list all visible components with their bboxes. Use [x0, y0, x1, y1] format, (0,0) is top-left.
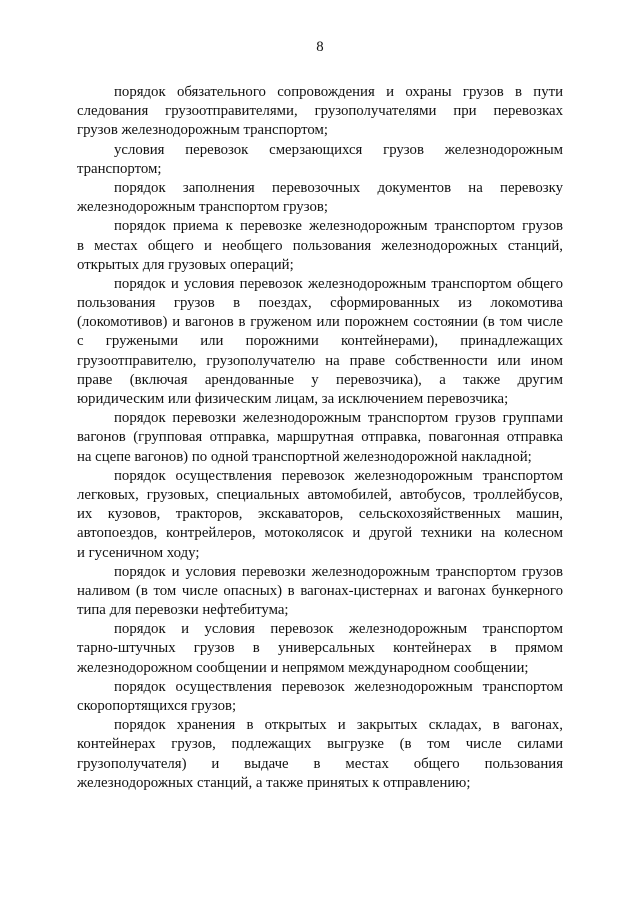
text-line: порядок и условия перевозок железнодорожным транспортом — [114, 621, 563, 638]
page-number: 8 — [316, 39, 324, 55]
text-line: следования грузоотправителями, грузополучателями при перевозках — [77, 103, 563, 120]
text-line: контейнерах грузов, подлежащих выгрузке (в том числе силами — [77, 736, 563, 753]
text-line: праве (включая арендованные у перевозчика), а также другим — [77, 371, 563, 388]
text-line: железнодорожным транспортом грузов; — [77, 199, 328, 216]
text-line: порядок обязательного сопровождения и охраны грузов в пути — [114, 84, 563, 100]
text-line: условия перевозок смерзающихся грузов железнодорожным — [114, 141, 563, 158]
text-line: легковых, грузовых, специальных автомобилей, автобусов, троллейбусов, — [77, 486, 563, 503]
paragraph — [77, 563, 563, 621]
text-line: с гружеными или порожними контейнерами), принадлежащих — [77, 333, 563, 350]
text-line: транспортом; — [77, 160, 162, 177]
text-line: грузов железнодорожным транспортом; — [77, 122, 328, 139]
paragraph — [77, 409, 563, 467]
text-line: и гусеничном ходу; — [77, 544, 200, 561]
text-line: грузополучателя) и выдаче в местах общего пользования — [77, 755, 563, 772]
text-line: вагонов (групповая отправка, маршрутная отправка, повагонная отправка — [77, 429, 563, 446]
paragraph — [77, 620, 563, 678]
paragraph — [77, 467, 563, 563]
text-line: их кузовов, тракторов, экскаваторов, сельскохозяйственных машин, — [77, 506, 563, 523]
text-line: в местах общего и необщего пользования железнодорожных станций, — [77, 237, 563, 254]
paragraph — [77, 275, 563, 409]
text-line: грузоотправителю, грузополучателю на праве собственности или ином — [77, 352, 563, 369]
text-line: порядок перевозки железнодорожным транспортом грузов группами — [114, 410, 563, 427]
text-line: порядок и условия перевозки железнодорожным транспортом грузов — [114, 563, 563, 580]
text-line: автопоездов, контрейлеров, мотоколясок и другой техники на колесном — [77, 525, 563, 542]
text-line: порядок заполнения перевозочных документов на перевозку — [114, 179, 563, 196]
paragraph — [77, 179, 563, 217]
text-line: порядок осуществления перевозок железнодорожным транспортом — [114, 467, 563, 484]
text-line: порядок приема к перевозке железнодорожным транспортом грузов — [114, 218, 563, 235]
paragraph — [77, 678, 563, 716]
text-line: (локомотивов) и вагонов в груженом или порожнем состоянии (в том числе — [77, 314, 563, 331]
text-line: порядок хранения в открытых и закрытых складах, в вагонах, — [114, 717, 563, 734]
paragraph — [77, 716, 563, 793]
text-line: наливом (в том числе опасных) в вагонах-цистернах и вагонах бункерного — [77, 582, 563, 599]
paragraph — [77, 217, 563, 275]
paragraph — [77, 141, 563, 179]
text-line: открытых для грузовых операций; — [77, 256, 294, 273]
text-line: порядок осуществления перевозок железнодорожным транспортом — [114, 678, 563, 695]
paragraph — [77, 83, 563, 141]
text-line: пользования грузов в поездах, сформированных из локомотива — [77, 295, 563, 312]
text-line: на сцепе вагонов) по одной транспортной железнодорожной накладной; — [77, 448, 532, 465]
text-line: тарно-штучных грузов в универсальных контейнерах в прямом — [77, 640, 563, 657]
text-line: железнодорожных станций, а также принятых к отправлению; — [77, 774, 471, 791]
text-line: скоропортящихся грузов; — [77, 698, 237, 714]
text-line: порядок и условия перевозок железнодорожным транспортом общего — [114, 275, 563, 292]
text-line: железнодорожном сообщении и непрямом международном сообщении; — [77, 659, 529, 676]
text-line: юридическим или физическим лицам, за исключением перевозчика; — [77, 391, 509, 407]
document-body — [77, 83, 563, 793]
text-line: типа для перевозки нефтебитума; — [77, 602, 289, 619]
